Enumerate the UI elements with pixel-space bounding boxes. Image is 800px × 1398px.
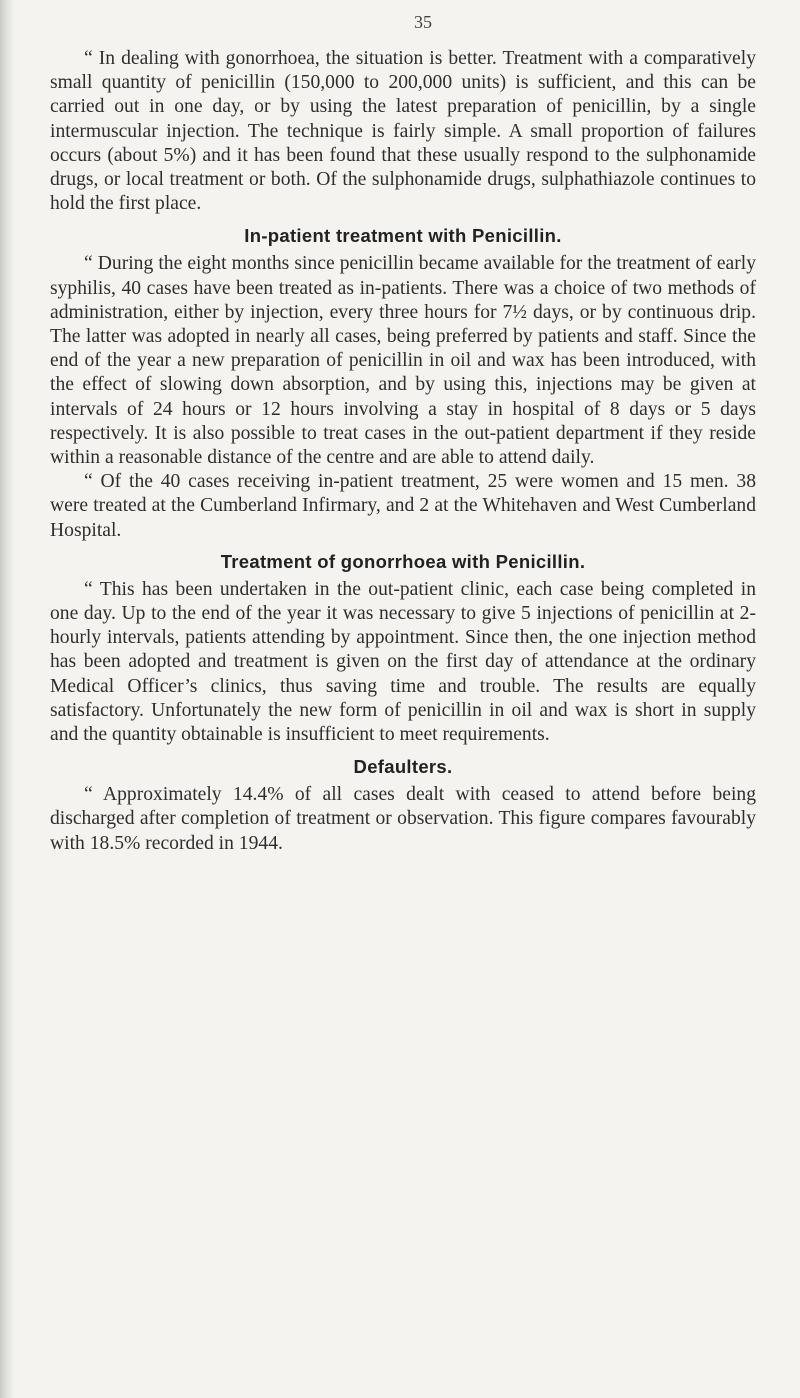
page-number: 35 — [414, 12, 432, 32]
inpatient-paragraph-2: “ Of the 40 cases receiving in-patient treatment, 25 were women and 15 men. 38 were treated at the Cumberland Infirmary, and 2 at the Whitehaven and West Cumberland Hospital. — [50, 471, 756, 541]
gonorrhoea-paragraph: “ This has been undertaken in the out-patient clinic, each case being completed in one day. Up to the end of the year it was necessary to give 5 injections of penicillin at 2-hourly intervals, patients attending by appointment. Since then, the one injection method has been adopted and treatment is given on the first day of attendance at the ordinary Medical Officer’s clinics, thus saving time and trouble. The results are equally satisfactory. Unfortunately the new form of penicillin in oil and wax is short in supply and the quantity obtainable is insufficient to meet requirements. — [50, 578, 756, 746]
gonorrhoea-heading: Treatment of gonorrhoea with Penicillin. — [220, 550, 586, 572]
inpatient-heading: In-patient treatment with Penicillin. — [244, 225, 562, 247]
defaulters-paragraph: “ Approximately 14.4% of all cases dealt with ceased to attend before being discharged after completion of treatment or observation. This figure compares favourably with 18.5% recorded in 1944. — [50, 784, 756, 854]
intro-paragraph: “ In dealing with gonorrhoea, the situation is better. Treatment with a comparatively small quantity of penicillin (150,000 to 200,000 units) is sufficient, and this can be carried out in one day, or by using the latest preparation of penicillin, by a single intermuscular injection. The technique is fairly simple. A small proportion of failures occurs (about 5%) and it has been found that these usually respond to the sulphonamide drugs, or local treatment or both. Of the sulphonamide drugs, sulphathiazole continues to hold the first place. — [50, 48, 756, 215]
inpatient-paragraph-1: “ During the eight months since penicillin became available for the treatment of early syphilis, 40 cases have been treated as in-patients. There was a choice of two methods of administration, either by injection, every three hours for 7½ days, or by continuous drip. The latter was adopted in nearly all cases, being preferred by patients and staff. Since the end of the year a new preparation of penicillin in oil and wax has been introduced, with the effect of slowing down absorption, and by using this, injections may be given at intervals of 24 hours or 12 hours involving a stay in hospital of 8 days or 5 days respectively. It is also possible to treat cases in the out-patient department if they reside within a reasonable distance of the centre and are able to attend daily. — [50, 253, 756, 469]
document-page — [50, 12, 756, 856]
defaulters-heading: Defaulters. — [353, 756, 453, 778]
page-edge-shadow — [0, 0, 14, 1398]
